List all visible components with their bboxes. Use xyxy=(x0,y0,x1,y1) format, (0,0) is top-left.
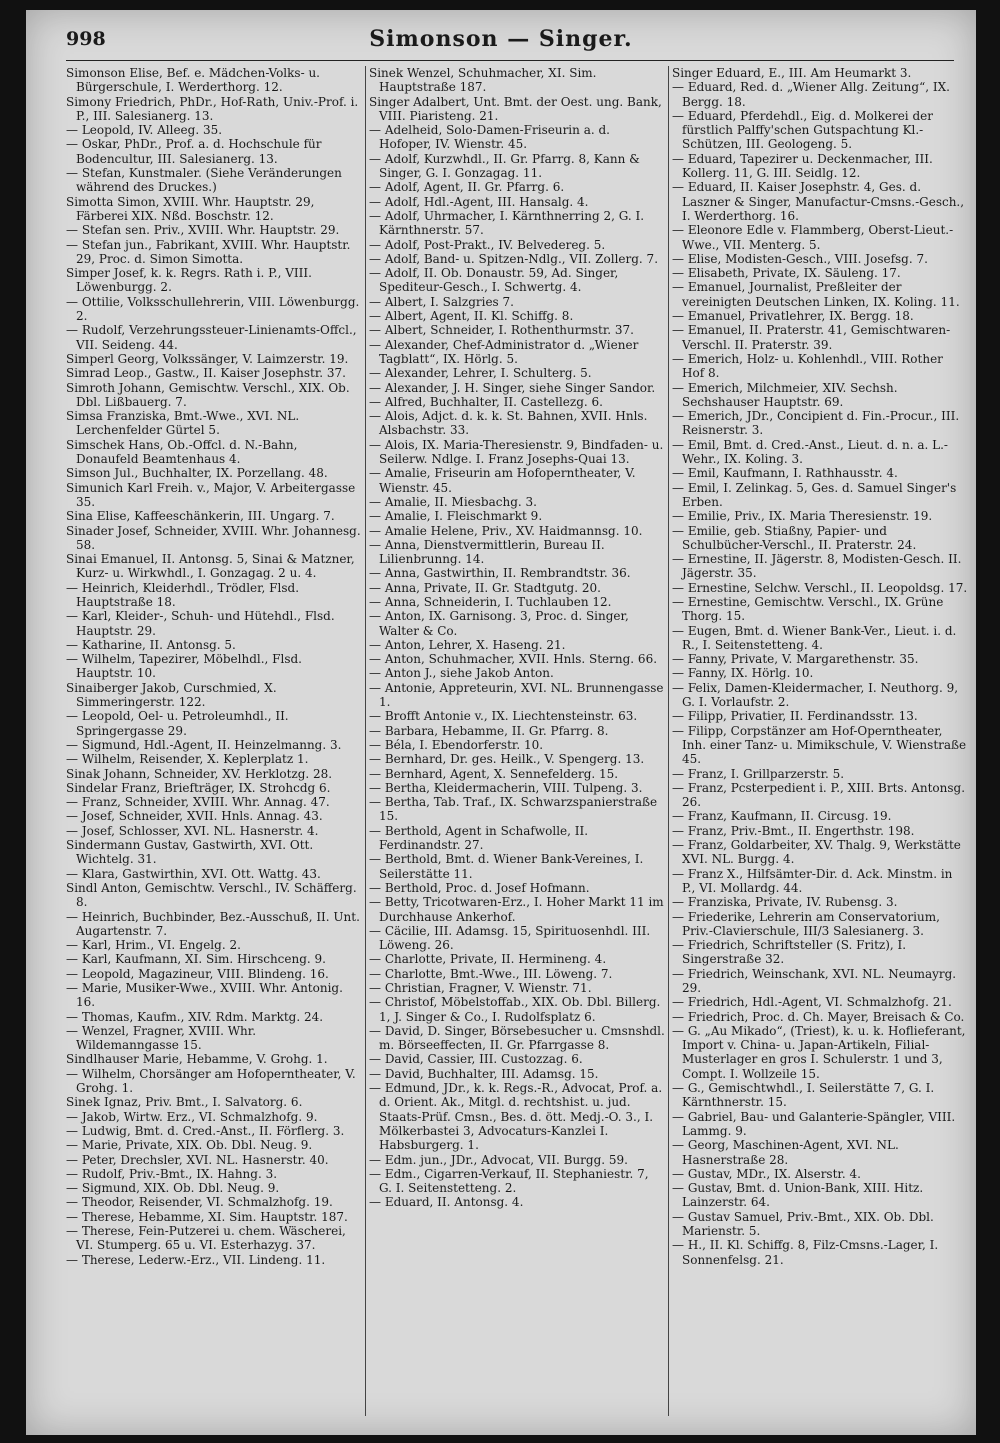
directory-entry: Simony Friedrich, PhDr., Hof-Rath, Univ.-Prof. i. P., III. Salesianerg. 13. xyxy=(66,94,359,123)
directory-entry: — Franz, Pcsterpedient i. P., XIII. Brts. Antonsg. 26. xyxy=(672,780,966,810)
directory-entry: — Josef, Schneider, XVII. Hnls. Annag. 43. xyxy=(66,809,323,824)
directory-entry: Simotta Simon, XVIII. Whr. Hauptstr. 29, Färberei XIX. Nßd. Boschstr. 12. xyxy=(66,194,315,223)
directory-entry: — Therese, Fein-Putzerei u. chem. Wäscherei, VI. Stumperg. 65 u. VI. Esterhazyg. 37. xyxy=(66,1224,346,1253)
directory-entry: — Felix, Damen-Kleidermacher, I. Neuthorg. 9, G. I. Vorlaufstr. 2. xyxy=(672,680,959,710)
directory-entry: Sindl Anton, Gemischtw. Verschl., IV. Schäfferg. 8. xyxy=(66,880,357,910)
directory-entry: — Jakob, Wirtw. Erz., VI. Schmalzhofg. 9. xyxy=(66,1109,318,1124)
directory-entry: — Sigmund, Hdl.-Agent, II. Heinzelmanng. 3. xyxy=(66,737,342,752)
directory-entry: Sinader Josef, Schneider, XVIII. Whr. Johannesg. 58. xyxy=(66,523,361,552)
directory-entry: — Adolf, Kurzwhdl., II. Gr. Pfarrg. 8, Kann & Singer, G. I. Gonzagag. 11. xyxy=(369,151,640,181)
directory-entry: — Georg, Maschinen-Agent, XVI. NL. Hasnerstraße 28. xyxy=(672,1138,899,1167)
directory-entry: — Amalie Helene, Priv., XV. Haidmannsg. 10. xyxy=(369,523,643,538)
directory-entry: — Alfred, Buchhalter, II. Castellezg. 6. xyxy=(369,394,603,409)
directory-entry: — Sigmund, XIX. Ob. Dbl. Neug. 9. xyxy=(66,1181,280,1196)
directory-entry: — Anton, Schuhmacher, XVII. Hnls. Sterng. 66. xyxy=(369,652,658,667)
directory-entry: — Stefan jun., Fabrikant, XVIII. Whr. Hauptstr. 29, Proc. d. Simon Simotta. xyxy=(66,237,351,266)
directory-entry: — Fanny, Private, V. Margarethenstr. 35. xyxy=(672,652,919,667)
directory-entry: — Heinrich, Buchbinder, Bez.-Ausschuß, II. Unt. Augartenstr. 7. xyxy=(66,909,360,938)
directory-entry: — Franz, Kaufmann, II. Circusg. 19. xyxy=(672,809,892,824)
directory-entry: — Ernestine, Gemischtw. Verschl., IX. Grüne Thorg. 15. xyxy=(672,594,944,624)
directory-entry: — David, Cassier, III. Custozzag. 6. xyxy=(369,1052,583,1067)
directory-entry: — Franz, Goldarbeiter, XV. Thalg. 9, Werkstätte XVI. NL. Burgg. 4. xyxy=(672,838,961,867)
directory-entry: — Amalie, II. Miesbachg. 3. xyxy=(369,494,537,509)
directory-entry: — G. „Au Mikado“, (Triest), k. u. k. Hoflieferant, Import v. China- u. Japan-Artikeln, Filial-Musterlager en gros I. Schulerstr. 1 und 3, Compt. I. Wollzeile 15. xyxy=(672,1023,966,1081)
directory-entry: — Anna, Schneiderin, I. Tuchlauben 12. xyxy=(369,594,612,609)
directory-entry: — Emerich, Holz- u. Kohlenhdl., VIII. Rother Hof 8. xyxy=(672,351,943,381)
directory-entry: — Leopold, Oel- u. Petroleumhdl., II. Springergasse 29. xyxy=(66,709,289,738)
directory-entry: — Adolf, Uhrmacher, I. Kärnthnerring 2, G. I. Kärnthnerstr. 57. xyxy=(369,208,645,238)
directory-entry: Simperl Georg, Volkssänger, V. Laimzerstr. 19. xyxy=(66,351,349,366)
directory-entry: — Emilie, Priv., IX. Maria Theresienstr. 19. xyxy=(672,509,933,524)
directory-entry: — Eduard, II. Antonsg. 4. xyxy=(369,1195,524,1210)
directory-entry: — Franz, Priv.-Bmt., II. Engerthstr. 198. xyxy=(672,823,915,838)
directory-entry: — Leopold, IV. Alleeg. 35. xyxy=(66,123,223,138)
directory-entry: — Edmund, JDr., k. k. Regs.-R., Advocat, Prof. a. d. Orient. Ak., Mitgl. d. rechtshist. u. jud. Staats-Prüf. Cmsn., Bes. d. ött. Medj.-O. 3., I. Mölkerbastei 3, Advocaturs-Kanzlei I. Habsburgerg. 1. xyxy=(369,1081,663,1153)
directory-entry: — Anton J., siehe Jakob Anton. xyxy=(369,666,554,681)
directory-entry: — Peter, Drechsler, XVI. NL. Hasnerstr. 40. xyxy=(66,1152,329,1167)
directory-entry: — Klara, Gastwirthin, XVI. Ott. Wattg. 43. xyxy=(66,866,321,881)
running-head: Simonson — Singer. xyxy=(369,26,633,52)
directory-entry: — Alois, IX. Maria-Theresienstr. 9, Bindfaden- u. Seilerw. Ndlge. I. Franz Josephs-Quai 13. xyxy=(369,437,664,467)
directory-entry: Singer Adalbert, Unt. Bmt. der Oest. ung. Bank, VIII. Piaristeng. 21. xyxy=(369,94,662,123)
directory-entry: — Edm., Cigarren-Verkauf, II. Stephaniestr. 7, G. I. Seitenstetteng. 2. xyxy=(369,1166,649,1196)
directory-page xyxy=(26,10,976,1435)
directory-entry: — Wilhelm, Reisender, X. Keplerplatz 1. xyxy=(66,752,309,767)
directory-entry: Simunich Karl Freih. v., Major, V. Arbeitergasse 35. xyxy=(66,480,356,509)
directory-entry: — Friedrich, Weinschank, XVI. NL. Neumayrg. 29. xyxy=(672,966,957,995)
directory-entry: — Berthold, Proc. d. Josef Hofmann. xyxy=(369,880,590,895)
directory-entry: — Bernhard, Agent, X. Sennefelderg. 15. xyxy=(369,766,619,781)
directory-entry: — Stefan sen. Priv., XVIII. Whr. Hauptstr. 29. xyxy=(66,223,340,238)
directory-entry: Sinek Wenzel, Schuhmacher, XI. Sim. Hauptstraße 187. xyxy=(369,66,597,95)
header-rule xyxy=(66,60,954,61)
directory-entry: Sindelar Franz, Briefträger, IX. Strohcdg 6. xyxy=(66,780,331,795)
directory-entry: — Karl, Kleider-, Schuh- und Hütehdl., Flsd. Hauptstr. 29. xyxy=(66,609,335,638)
directory-entry: Simson Jul., Buchhalter, IX. Porzellang. 48. xyxy=(66,466,328,481)
directory-entry: — David, Buchhalter, III. Adamsg. 15. xyxy=(369,1066,599,1081)
directory-entry: — Ernestine, II. Jägerstr. 8, Modisten-Gesch. II. Jägerstr. 35. xyxy=(672,552,962,581)
directory-entry: — Friedrich, Proc. d. Ch. Mayer, Breisach & Co. xyxy=(672,1009,965,1024)
directory-entry: — Emerich, JDr., Concipient d. Fin.-Procur., III. Reisnerstr. 3. xyxy=(672,409,960,438)
directory-entry: — Alexander, Lehrer, I. Schulterg. 5. xyxy=(369,366,592,381)
column-divider xyxy=(668,66,669,1416)
directory-entry: — Wilhelm, Tapezirer, Möbelhdl., Flsd. Hauptstr. 10. xyxy=(66,652,302,681)
directory-entry: — Stefan, Kunstmaler. (Siehe Veränderungen während des Druckes.) xyxy=(66,166,342,195)
directory-entry: — Christian, Fragner, V. Wienstr. 71. xyxy=(369,981,592,995)
directory-entry: — Leopold, Magazineur, VIII. Blindeng. 16. xyxy=(66,966,329,981)
directory-entry: — Thomas, Kaufm., XIV. Rdm. Marktg. 24. xyxy=(66,1009,324,1024)
directory-entry: — Eduard, II. Kaiser Josephstr. 4, Ges. d. Laszner & Singer, Manufactur-Cmsns.-Gesch., I. Werderthorg. 16. xyxy=(672,180,965,223)
directory-entry: Singer Eduard, E., III. Am Heumarkt 3. xyxy=(672,66,912,80)
directory-entry: — Brofft Antonie v., IX. Liechtensteinstr. 63. xyxy=(369,709,638,724)
directory-entry: — Franz X., Hilfsämter-Dir. d. Ack. Minstm. in P., VI. Mollardg. 44. xyxy=(672,866,953,895)
directory-entry: — Edm. jun., JDr., Advocat, VII. Burgg. 59. xyxy=(369,1152,628,1167)
directory-entry: — Ludwig, Bmt. d. Cred.-Anst., II. Förflerg. 3. xyxy=(66,1123,345,1138)
directory-entry: — Alexander, J. H. Singer, siehe Singer Sandor. xyxy=(369,380,656,395)
directory-entry: — Gustav, Bmt. d. Union-Bank, XIII. Hitz. Lainzerstr. 64. xyxy=(672,1181,924,1210)
directory-entry: — Gustav, MDr., IX. Alserstr. 4. xyxy=(672,1166,861,1181)
directory-entry: — Anna, Dienstvermittlerin, Bureau II. Lilienbrunng. 14. xyxy=(369,537,605,567)
directory-entry: — Anna, Gastwirthin, II. Rembrandtstr. 36. xyxy=(369,566,631,581)
directory-entry: — Franz, Schneider, XVIII. Whr. Annag. 47. xyxy=(66,795,330,810)
directory-entry: — Rudolf, Verzehrungssteuer-Linienamts-Offcl., VII. Seideng. 44. xyxy=(66,323,357,352)
directory-entry: — Amalie, Friseurin am Hofoperntheater, V. Wienstr. 45. xyxy=(369,466,636,495)
directory-entry: Sinaiberger Jakob, Curschmied, X. Simmeringerstr. 122. xyxy=(66,680,277,710)
directory-entry: — Adolf, Hdl.-Agent, III. Hansalg. 4. xyxy=(369,194,589,209)
directory-entry: — Katharine, II. Antonsg. 5. xyxy=(66,637,236,652)
directory-entry: — Albert, Schneider, I. Rothenthurmstr. 37. xyxy=(369,323,634,338)
directory-entry: — Alexander, Chef-Administrator d. „Wiener Tagblatt“, IX. Hörlg. 5. xyxy=(369,337,639,366)
directory-entry: — Béla, I. Ebendorferstr. 10. xyxy=(369,737,544,752)
directory-entry: — Elise, Modisten-Gesch., VIII. Josefsg. 7. xyxy=(672,251,928,266)
column-middle xyxy=(369,66,665,1416)
directory-entry: — Emil, Kaufmann, I. Rathhausstr. 4. xyxy=(672,466,898,481)
directory-entry: Simroth Johann, Gemischtw. Verschl., XIX. Ob. Dbl. Lißbauerg. 7. xyxy=(66,380,350,409)
directory-entry: — Eugen, Bmt. d. Wiener Bank-Ver., Lieut. i. d. R., I. Seitenstetteng. 4. xyxy=(672,623,957,652)
directory-entry: Sindermann Gustav, Gastwirth, XVI. Ott. Wichtelg. 31. xyxy=(66,838,314,867)
directory-entry: — Oskar, PhDr., Prof. a. d. Hochschule für Bodencultur, III. Salesianerg. 13. xyxy=(66,137,322,166)
directory-entry: — Barbara, Hebamme, II. Gr. Pfarrg. 8. xyxy=(369,723,609,738)
directory-entry: — Bertha, Tab. Traf., IX. Schwarzspanierstraße 15. xyxy=(369,795,658,824)
directory-entry: — Emil, Bmt. d. Cred.-Anst., Lieut. d. n. a. L.-Wehr., IX. Koling. 3. xyxy=(672,437,948,467)
directory-entry: — Wilhelm, Chorsänger am Hofoperntheater, V. Grohg. 1. xyxy=(66,1066,356,1096)
directory-entry: — G., Gemischtwhdl., I. Seilerstätte 7, G. I. Kärnthnerstr. 15. xyxy=(672,1081,935,1110)
directory-entry: Sinai Emanuel, II. Antonsg. 5, Sinai & Matzner, Kurz- u. Wirkwhdl., I. Gonzagag. 2 u. 4. xyxy=(66,552,355,581)
directory-entry: — Adelheid, Solo-Damen-Friseurin a. d. Hofoper, IV. Wienstr. 45. xyxy=(369,123,610,152)
directory-entry: — Adolf, II. Ob. Donaustr. 59, Ad. Singer, Spediteur-Gesch., I. Schwertg. 4. xyxy=(369,266,619,295)
directory-entry: — Filipp, Corpstänzer am Hof-Operntheater, Inh. einer Tanz- u. Mimikschule, V. Wienstraße 45. xyxy=(672,723,967,767)
column-divider xyxy=(365,66,366,1416)
directory-entry: Simsa Franziska, Bmt.-Wwe., XVI. NL. Lerchenfelder Gürtel 5. xyxy=(66,409,300,438)
directory-entry: — Bertha, Kleidermacherin, VIII. Tulpeng. 3. xyxy=(369,780,643,795)
directory-entry: — Anna, Private, II. Gr. Stadtgutg. 20. xyxy=(369,580,601,595)
directory-entry: — Franziska, Private, IV. Rubensg. 3. xyxy=(672,895,898,910)
directory-entry: — H., II. Kl. Schiffg. 8, Filz-Cmsns.-Lager, I. Sonnenfelsg. 21. xyxy=(672,1238,939,1267)
directory-entry: — Betty, Tricotwaren-Erz., I. Hoher Markt 11 im Durchhause Ankerhof. xyxy=(369,895,664,924)
directory-entry: — Josef, Schlosser, XVI. NL. Hasnerstr. 4. xyxy=(66,823,319,838)
directory-entry: — Charlotte, Bmt.-Wwe., III. Löweng. 7. xyxy=(369,966,613,981)
directory-entry: — Alois, Adjct. d. k. k. St. Bahnen, XVII. Hnls. Alsbachstr. 33. xyxy=(369,409,648,438)
directory-entry: — Berthold, Bmt. d. Wiener Bank-Vereines, I. Seilerstätte 11. xyxy=(369,852,644,881)
directory-entry: — Emanuel, II. Praterstr. 41, Gemischtwaren-Verschl. II. Praterstr. 39. xyxy=(672,323,951,352)
directory-entry: — Theodor, Reisender, VI. Schmalzhofg. 19. xyxy=(66,1195,333,1210)
directory-entry: — Friederike, Lehrerin am Conservatorium, Priv.-Clavierschule, III/3 Salesianerg. 3. xyxy=(672,909,940,938)
page-number: 998 xyxy=(66,28,106,50)
directory-entry: — Marie, Musiker-Wwe., XVIII. Whr. Antonig. 16. xyxy=(66,981,343,1010)
directory-entry: — Friedrich, Schriftsteller (S. Fritz), I. Singerstraße 32. xyxy=(672,938,907,967)
directory-entry: — Elisabeth, Private, IX. Säuleng. 17. xyxy=(672,266,901,281)
directory-entry: — Wenzel, Fragner, XVIII. Whr. Wildemanngasse 15. xyxy=(66,1023,257,1053)
directory-entry: — Gustav Samuel, Priv.-Bmt., XIX. Ob. Dbl. Marienstr. 5. xyxy=(672,1209,934,1239)
directory-entry: — Berthold, Agent in Schafwolle, II. Ferdinandstr. 27. xyxy=(369,823,589,853)
directory-entry: — Ottilie, Volksschullehrerin, VIII. Löwenburgg. 2. xyxy=(66,294,360,324)
directory-entry: Sindlhauser Marie, Hebamme, V. Grohg. 1. xyxy=(66,1052,328,1067)
directory-entry: — Emanuel, Privatlehrer, IX. Bergg. 18. xyxy=(672,309,914,324)
directory-entry: — Franz, I. Grillparzerstr. 5. xyxy=(672,766,845,781)
directory-entry: — Emil, I. Zelinkag. 5, Ges. d. Samuel Singer's Erben. xyxy=(672,480,957,509)
directory-entry: Sinek Ignaz, Priv. Bmt., I. Salvatorg. 6. xyxy=(66,1095,303,1110)
directory-entry: — Adolf, Band- u. Spitzen-Ndlg., VII. Zollerg. 7. xyxy=(369,251,659,266)
column-right xyxy=(672,66,968,1416)
directory-entry: — Albert, Agent, II. Kl. Schiffg. 8. xyxy=(369,309,574,324)
directory-entry: — Emilie, geb. Stiaßny, Papier- und Schulbücher-Verschl., II. Praterstr. 24. xyxy=(672,523,917,552)
directory-entry: — Adolf, Post-Prakt., IV. Belvedereg. 5. xyxy=(369,237,606,252)
directory-entry: — Gabriel, Bau- und Galanterie-Spängler, VIII. Lammg. 9. xyxy=(672,1109,956,1138)
directory-entry: — Karl, Kaufmann, XI. Sim. Hirschceng. 9. xyxy=(66,952,326,967)
directory-entry: — Marie, Private, XIX. Ob. Dbl. Neug. 9. xyxy=(66,1138,313,1153)
directory-entry: — Eduard, Pferdehdl., Eig. d. Molkerei der fürstlich Palffy'schen Gutspachtung Kl.-Schützen, III. Geologeng. 5. xyxy=(672,108,933,152)
directory-entry: — Karl, Hrim., VI. Engelg. 2. xyxy=(66,938,241,953)
directory-entry: — Antonie, Appreteurin, XVI. NL. Brunnengasse 1. xyxy=(369,680,664,710)
directory-entry: — Albert, I. Salzgries 7. xyxy=(369,294,514,309)
directory-entry: — Eduard, Tapezirer u. Deckenmacher, III. Kollerg. 11, G. III. Seidlg. 12. xyxy=(672,151,933,181)
directory-entry: — Heinrich, Kleiderhdl., Trödler, Flsd. Hauptstraße 18. xyxy=(66,580,300,609)
directory-entry: — Bernhard, Dr. ges. Heilk., V. Spengerg. 13. xyxy=(369,752,645,767)
directory-entry: — Eduard, Red. d. „Wiener Allg. Zeitung“, IX. Bergg. 18. xyxy=(672,80,950,109)
directory-entry: — Ernestine, Selchw. Verschl., II. Leopoldsg. 17. xyxy=(672,580,968,595)
directory-entry: — Cäcilie, III. Adamsg. 15, Spirituosenhdl. III. Löweng. 26. xyxy=(369,923,651,953)
directory-entry: — Emanuel, Journalist, Preßleiter der vereinigten Deutschen Linken, IX. Koling. 11. xyxy=(672,280,960,309)
directory-entry: — Fanny, IX. Hörlg. 10. xyxy=(672,666,814,681)
directory-entry: — Adolf, Agent, II. Gr. Pfarrg. 6. xyxy=(369,180,565,195)
directory-entry: Simonson Elise, Bef. e. Mädchen-Volks- u. Bürgerschule, I. Werderthorg. 12. xyxy=(66,66,320,95)
directory-entry: — Amalie, I. Fleischmarkt 9. xyxy=(369,509,543,524)
directory-entry: Simrad Leop., Gastw., II. Kaiser Josephstr. 37. xyxy=(66,366,346,381)
directory-entry: Simschek Hans, Ob.-Offcl. d. N.-Bahn, Donaufeld Beamtenhaus 4. xyxy=(66,437,298,467)
directory-entry: — Anton, Lehrer, X. Haseng. 21. xyxy=(369,637,566,652)
directory-entry: — Eleonore Edle v. Flammberg, Oberst-Lieut.-Wwe., VII. Menterg. 5. xyxy=(672,223,954,252)
directory-entry: — Friedrich, Hdl.-Agent, VI. Schmalzhofg. 21. xyxy=(672,995,952,1010)
column-left xyxy=(66,66,362,1416)
directory-entry: — Anton, IX. Garnisong. 3, Proc. d. Singer, Walter & Co. xyxy=(369,609,629,638)
directory-entry: — Emerich, Milchmeier, XIV. Sechsh. Sechshauser Hauptstr. 69. xyxy=(672,380,898,409)
directory-entry: Sinak Johann, Schneider, XV. Herklotzg. 28. xyxy=(66,766,333,781)
directory-entry: Simper Josef, k. k. Regrs. Rath i. P., VIII. Löwenburgg. 2. xyxy=(66,266,312,295)
directory-entry: — Therese, Lederw.-Erz., VII. Lindeng. 11. xyxy=(66,1252,326,1267)
directory-entry: — Therese, Hebamme, XI. Sim. Hauptstr. 187. xyxy=(66,1209,348,1224)
directory-entry: Sina Elise, Kaffeeschänkerin, III. Ungarg. 7. xyxy=(66,509,335,524)
directory-entry: — Charlotte, Private, II. Hermineng. 4. xyxy=(369,952,607,967)
directory-entry: — Rudolf, Priv.-Bmt., IX. Hahng. 3. xyxy=(66,1166,278,1181)
directory-entry: — Christof, Möbelstoffab., XIX. Ob. Dbl. Billerg. 1, J. Singer & Co., I. Rudolfsplatz 6. xyxy=(369,995,661,1024)
directory-entry: — Filipp, Privatier, II. Ferdinandsstr. 13. xyxy=(672,709,918,724)
directory-entry: — David, D. Singer, Börsebesucher u. Cmsnshdl. m. Börseeffecten, II. Gr. Pfarrgasse 8. xyxy=(369,1023,665,1053)
